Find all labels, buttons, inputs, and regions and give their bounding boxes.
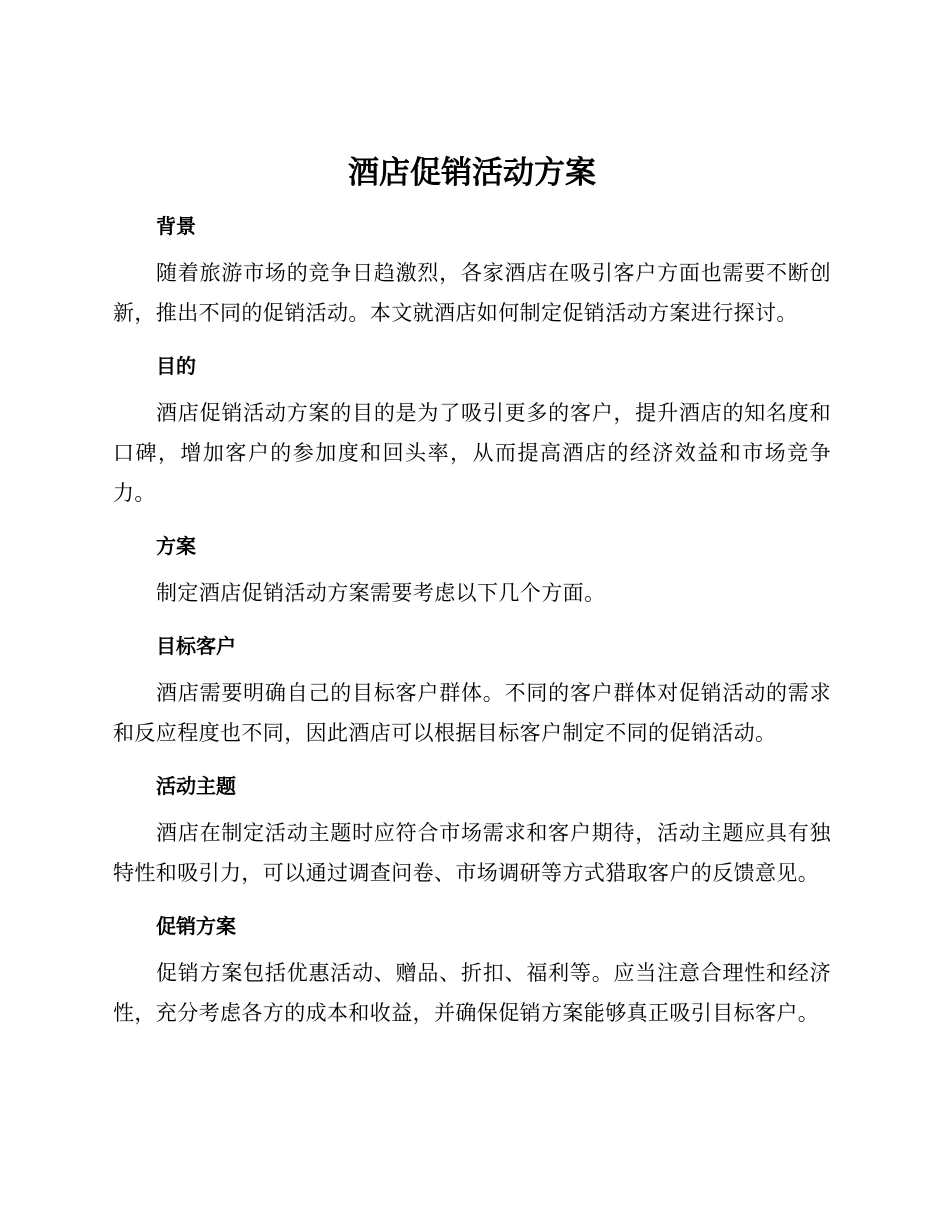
section-paragraph: 随着旅游市场的竞争日趋激烈，各家酒店在吸引客户方面也需要不断创新，推出不同的促销活动。本文就酒店如何制定促销活动方案进行探讨。 — [113, 261, 831, 325]
section-heading: 目的 — [156, 354, 196, 378]
section-paragraph: 制定酒店促销活动方案需要考虑以下几个方面。 — [156, 581, 606, 605]
section-promotion-plan — [113, 906, 831, 1033]
section-heading: 促销方案 — [156, 914, 236, 938]
section-paragraph: 酒店在制定活动主题时应符合市场需求和客户期待，活动主题应具有独特性和吸引力，可以通过调查问卷、市场调研等方式猎取客户的反馈意见。 — [113, 821, 831, 885]
section-heading: 目标客户 — [156, 634, 236, 658]
section-target-customers — [113, 626, 831, 753]
section-heading: 背景 — [156, 214, 196, 238]
section-purpose — [113, 346, 831, 513]
section-paragraph: 酒店促销活动方案的目的是为了吸引更多的客户，提升酒店的知名度和口碑，增加客户的参加度和回头率，从而提高酒店的经济效益和市场竞争力。 — [113, 401, 831, 505]
document-content — [113, 148, 831, 1046]
document-title: 酒店促销活动方案 — [348, 155, 596, 191]
section-activity-theme — [113, 766, 831, 893]
section-heading: 活动主题 — [156, 774, 236, 798]
section-background — [113, 206, 831, 333]
section-heading: 方案 — [156, 534, 196, 558]
section-paragraph: 促销方案包括优惠活动、赠品、折扣、福利等。应当注意合理性和经济性，充分考虑各方的成本和收益，并确保促销方案能够真正吸引目标客户。 — [113, 961, 831, 1025]
section-paragraph: 酒店需要明确自己的目标客户群体。不同的客户群体对促销活动的需求和反应程度也不同，因此酒店可以根据目标客户制定不同的促销活动。 — [113, 681, 831, 745]
section-plan — [113, 526, 831, 613]
